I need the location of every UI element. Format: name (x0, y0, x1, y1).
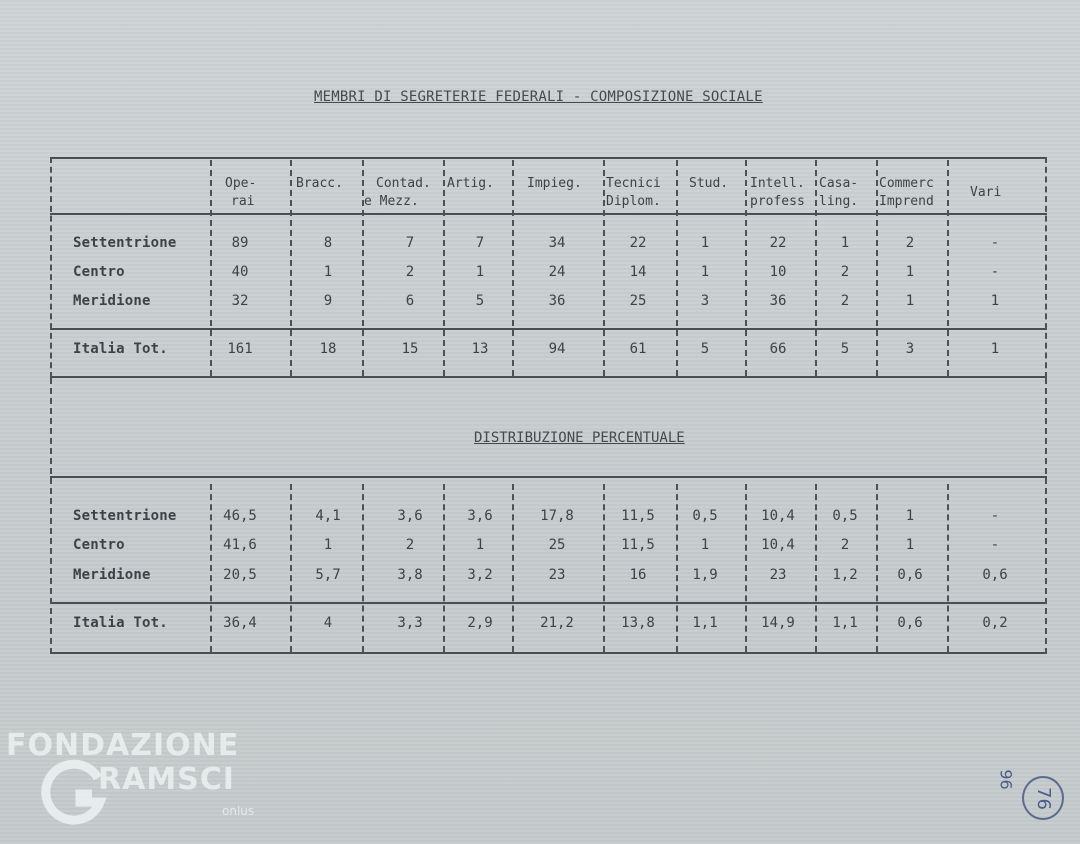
table-cell: 1 (323, 264, 333, 280)
header-contad: Contad. e Mezz. (364, 176, 431, 209)
table-cell: 3,2 (467, 567, 493, 583)
section-title: DISTRIBUZIONE PERCENTUALE (474, 430, 685, 446)
table-cell: 10,4 (761, 508, 795, 524)
header-casalinghe: Casa- ling. (819, 176, 859, 209)
table-cell: 10 (769, 264, 787, 280)
table-cell: 36 (548, 293, 566, 309)
table-cell: 0,6 (897, 567, 923, 583)
watermark-onlus: onlus (222, 804, 255, 818)
row-label-settentrione-pct: Settentrione (73, 508, 177, 524)
header-separator (50, 213, 1047, 215)
table-cell: 1 (905, 508, 915, 524)
row-label-centro: Centro (73, 264, 125, 280)
table-cell: 66 (769, 341, 787, 357)
table-cell: 1 (700, 235, 710, 251)
table-cell: 18 (319, 341, 337, 357)
document-title: MEMBRI DI SEGRETERIE FEDERALI - COMPOSIZIONE SOCIALE (314, 89, 763, 105)
table-cell: - (990, 508, 1000, 524)
table-cell: 161 (227, 341, 253, 357)
table-cell: 46,5 (223, 508, 257, 524)
table-cell: 1 (475, 264, 485, 280)
table-cell: 2 (405, 537, 415, 553)
header-tecnici: Tecnici Diplom. (606, 176, 661, 209)
table-cell: 8 (323, 235, 333, 251)
table-cell: 0,6 (897, 615, 923, 631)
table-cell: 3,3 (397, 615, 423, 631)
table-cell: 2 (840, 264, 850, 280)
table-cell: 11,5 (621, 537, 655, 553)
table-cell: 36,4 (223, 615, 257, 631)
table-cell: 3,6 (467, 508, 493, 524)
table-cell: 24 (548, 264, 566, 280)
watermark-gramsci: RAMSCI (98, 762, 235, 797)
circled-page-number: 76 (1022, 776, 1064, 820)
table-cell: - (990, 235, 1000, 251)
table-cell: 5 (475, 293, 485, 309)
table-cell: 21,2 (540, 615, 574, 631)
handwritten-page-number: 96 (996, 769, 1016, 790)
header-impieg: Impieg. (527, 176, 582, 191)
header-operai: Ope- rai (225, 176, 257, 209)
table-cell: 20,5 (223, 567, 257, 583)
header-artig: Artig. (447, 176, 494, 191)
table-cell: 1 (475, 537, 485, 553)
table-cell: 1 (905, 293, 915, 309)
table-cell: 3,6 (397, 508, 423, 524)
total-separator (50, 328, 1047, 330)
row-label-meridione: Meridione (73, 293, 151, 309)
table-cell: 14,9 (761, 615, 795, 631)
table-cell: 61 (629, 341, 647, 357)
table-cell: 3 (700, 293, 710, 309)
table-cell: 17,8 (540, 508, 574, 524)
table-cell: 25 (548, 537, 566, 553)
table-cell: - (990, 264, 1000, 280)
table-cell: 11,5 (621, 508, 655, 524)
table-cell: 23 (548, 567, 566, 583)
table-cell: 36 (769, 293, 787, 309)
row-label-italia-tot: Italia Tot. (73, 341, 168, 357)
table-cell: 13,8 (621, 615, 655, 631)
table-cell: 1 (990, 293, 1000, 309)
row-label-centro-pct: Centro (73, 537, 125, 553)
header-commerc: Commerc Imprend (879, 176, 934, 209)
left-border (50, 378, 52, 654)
header-vari: Vari (970, 185, 1002, 200)
header-intell: Intell. profess (750, 176, 805, 209)
table-cell: 1 (905, 537, 915, 553)
table-cell: 1 (700, 264, 710, 280)
table-cell: 10,4 (761, 537, 795, 553)
table-cell: 2,9 (467, 615, 493, 631)
table-cell: 5,7 (315, 567, 341, 583)
table-cell: 3 (905, 341, 915, 357)
table-bottom-border (50, 652, 1047, 654)
table-cell: 9 (323, 293, 333, 309)
table-cell: 1 (840, 235, 850, 251)
table-cell: 14 (629, 264, 647, 280)
row-label-meridione-pct: Meridione (73, 567, 151, 583)
table-cell: 3,8 (397, 567, 423, 583)
table-top-border (50, 157, 1047, 159)
table-cell: 5 (840, 341, 850, 357)
table-cell: 5 (700, 341, 710, 357)
table-cell: 4 (323, 615, 333, 631)
table-cell: 1,9 (692, 567, 718, 583)
watermark-fondazione: FONDAZIONE (6, 728, 240, 763)
table-cell: - (990, 537, 1000, 553)
table-cell: 16 (629, 567, 647, 583)
table-cell: 25 (629, 293, 647, 309)
percent-total-separator (50, 602, 1047, 604)
table-cell: 89 (231, 235, 249, 251)
table-cell: 1 (323, 537, 333, 553)
percent-top-border (50, 476, 1047, 478)
table-cell: 94 (548, 341, 566, 357)
table-cell: 15 (401, 341, 419, 357)
table-cell: 0,5 (832, 508, 858, 524)
table-cell: 1,1 (832, 615, 858, 631)
table-cell: 41,6 (223, 537, 257, 553)
table-cell: 1 (990, 341, 1000, 357)
table-cell: 23 (769, 567, 787, 583)
table-cell: 13 (471, 341, 489, 357)
table-cell: 22 (769, 235, 787, 251)
table-cell: 2 (905, 235, 915, 251)
table-cell: 22 (629, 235, 647, 251)
table-cell: 2 (840, 293, 850, 309)
table-cell: 34 (548, 235, 566, 251)
row-label-settentrione: Settentrione (73, 235, 177, 251)
right-border (1045, 378, 1047, 654)
section-separator (50, 376, 1047, 378)
table-cell: 1,1 (692, 615, 718, 631)
table-cell: 2 (840, 537, 850, 553)
header-stud: Stud. (689, 176, 729, 191)
table-cell: 2 (405, 264, 415, 280)
table-cell: 0,6 (982, 567, 1008, 583)
table-cell: 0,5 (692, 508, 718, 524)
table-cell: 7 (475, 235, 485, 251)
table-cell: 4,1 (315, 508, 341, 524)
table-cell: 1 (905, 264, 915, 280)
row-label-italia-tot-pct: Italia Tot. (73, 615, 168, 631)
table-cell: 7 (405, 235, 415, 251)
table-cell: 1,2 (832, 567, 858, 583)
table-cell: 1 (700, 537, 710, 553)
table-cell: 6 (405, 293, 415, 309)
header-bracc: Bracc. (296, 176, 343, 191)
table-cell: 0,2 (982, 615, 1008, 631)
table-cell: 40 (231, 264, 249, 280)
table-cell: 32 (231, 293, 249, 309)
